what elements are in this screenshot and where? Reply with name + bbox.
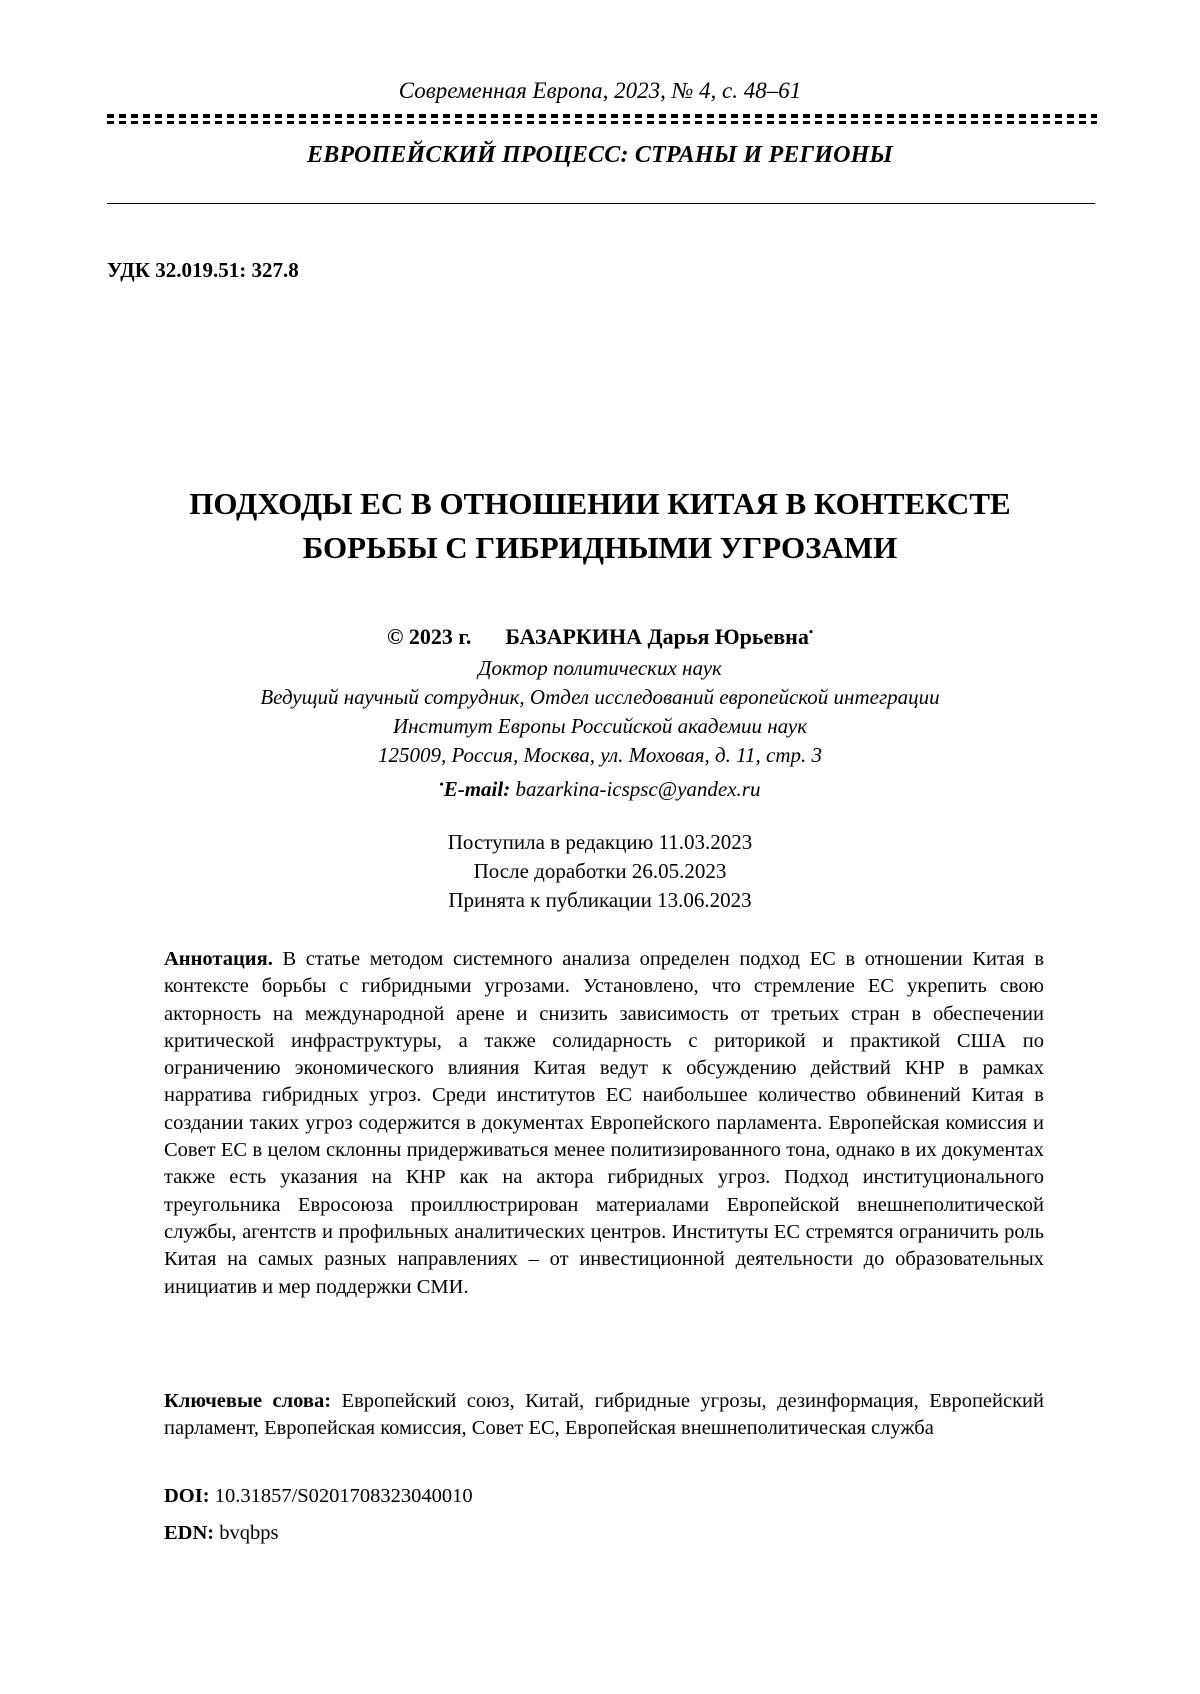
- edn-label: EDN:: [164, 1522, 215, 1544]
- doi-value[interactable]: 10.31857/S0201708323040010: [214, 1485, 473, 1507]
- doi-label: DOI:: [164, 1485, 210, 1507]
- author-position: Ведущий научный сотрудник, Отдел исследований европейской интеграции: [260, 685, 940, 709]
- email-footnote-marker: •: [439, 777, 444, 791]
- author-footnote-marker: •: [808, 624, 814, 639]
- author-email[interactable]: bazarkina-icspsc@yandex.ru: [515, 777, 761, 801]
- edn-line: [164, 1522, 278, 1545]
- keywords-label: Ключевые слова:: [164, 1390, 332, 1412]
- udc-code: УДК 32.019.51: 327.8: [107, 258, 299, 282]
- section-rule: [107, 203, 1095, 204]
- author-degree: Доктор политических наук: [478, 656, 722, 680]
- journal-running-head: Современная Европа, 2023, № 4, с. 48–61: [398, 78, 802, 103]
- keywords-text: Европейский союз, Китай, гибридные угрозы, дезинформация, Европейский парламент, Европейская комиссия, Совет ЕС, Европейская внешнеполитическая служба: [164, 1390, 1045, 1440]
- author-line: [0, 624, 1200, 650]
- email-label: E-mail:: [443, 777, 511, 801]
- date-received: Поступила в редакцию 11.03.2023: [447, 830, 753, 854]
- author-affiliation: [0, 654, 1200, 804]
- article-title-line-1: ПОДХОДЫ ЕС В ОТНОШЕНИИ КИТАЯ В КОНТЕКСТЕ: [189, 486, 1011, 521]
- author-email-line: [0, 770, 1200, 804]
- date-accepted: Принята к публикации 13.06.2023: [448, 888, 752, 912]
- keywords: [164, 1388, 1044, 1443]
- abstract-text: В статье методом системного анализа определен подход ЕС в отношении Китая в контексте борьбы с гибридными угрозами. Установлено, что стремление ЕС укрепить свою акторность на международной арене и снизить зависимость от третьих стран в обеспечении критической инфраструктуры, а также солидарность с риторикой и практикой США по ограничению экономического влияния Китая ведут к обсуждению действий КНР в рамках нарратива гибридных угроз. Среди институтов ЕС наибольшее количество обвинений Китая в создании таких угроз содержится в документах Европейского парламента. Европейская комиссия и Совет ЕС в целом склонны придерживаться менее политизированного тона, однако в их документах также есть указания на КНР как на актора гибридных угроз. Подход институционального треугольника Евросоюза проиллюстрирован материалами Европейской внешнеполитической службы, агентств и профильных аналитических центров. Институты ЕС стремятся ограничить роль Китая на самых разных направлениях – от инвестиционной деятельности до образовательных инициатив и мер поддержки СМИ.: [164, 948, 1045, 1298]
- edn-value: bvqbps: [219, 1522, 279, 1544]
- copyright-year: © 2023 г.: [386, 624, 472, 649]
- double-dash-rule: [107, 114, 1097, 124]
- author-name: БАЗАРКИНА Дарья Юрьевна: [505, 624, 809, 649]
- abstract: [164, 946, 1044, 1301]
- author-address: 125009, Россия, Москва, ул. Моховая, д. 11, стр. 3: [377, 743, 823, 767]
- submission-dates: [0, 828, 1200, 915]
- section-title: ЕВРОПЕЙСКИЙ ПРОЦЕСС: СТРАНЫ И РЕГИОНЫ: [306, 142, 893, 168]
- date-revised: После доработки 26.05.2023: [473, 859, 727, 883]
- article-title: [0, 482, 1200, 570]
- doi-line: [164, 1485, 473, 1508]
- abstract-label: Аннотация.: [164, 948, 273, 970]
- author-institution: Институт Европы Российской академии наук: [392, 714, 808, 738]
- article-title-line-2: БОРЬБЫ С ГИБРИДНЫМИ УГРОЗАМИ: [302, 530, 898, 565]
